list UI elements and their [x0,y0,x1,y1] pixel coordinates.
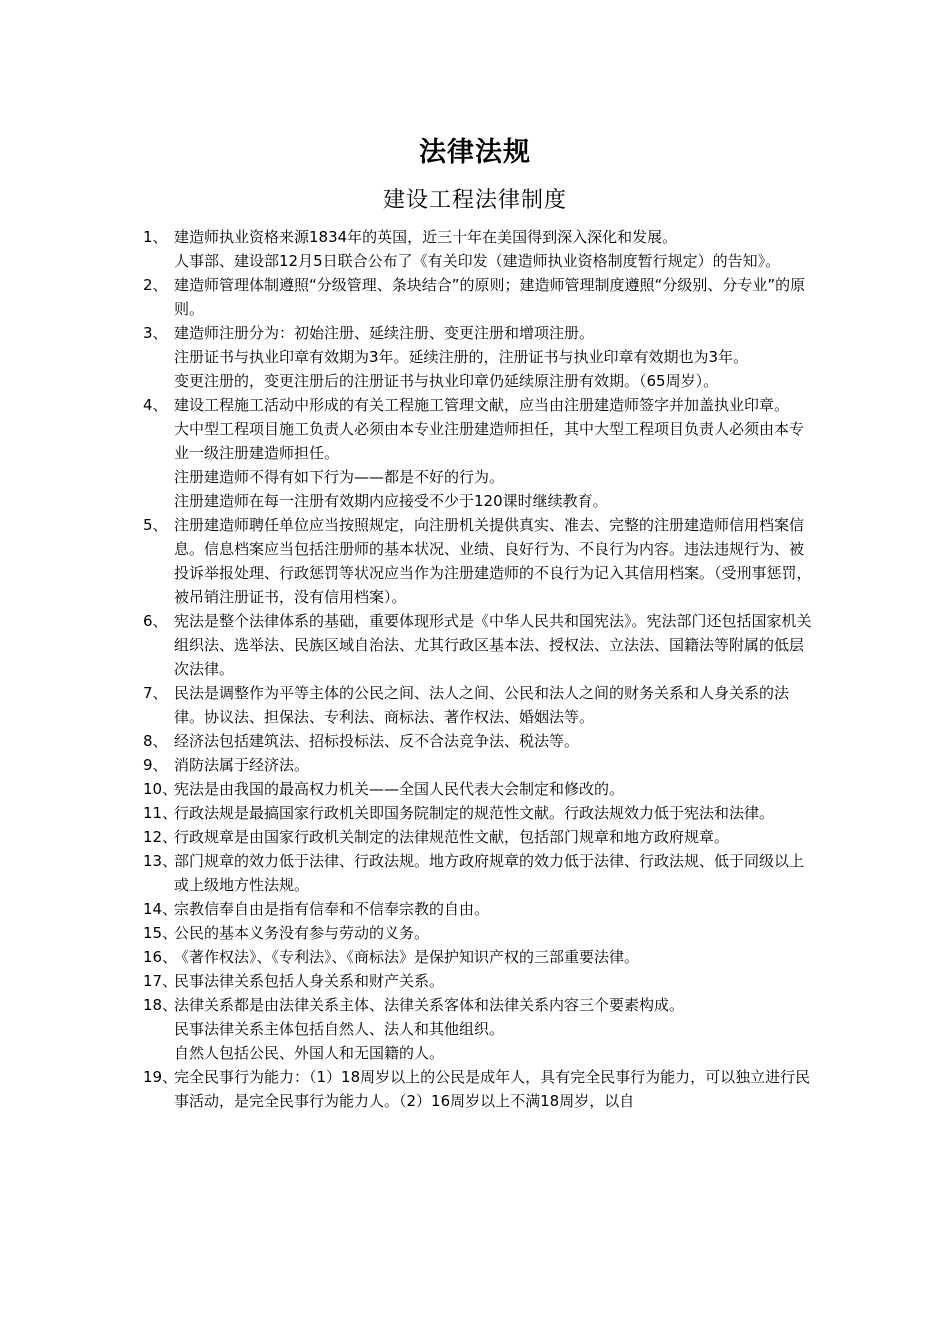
list-item [0,921,950,945]
numbered-list [0,225,950,1113]
list-item-number: 9、 [143,756,168,774]
list-item [0,897,950,921]
list-item-number: 7、 [143,684,168,702]
list-item [0,321,950,393]
list-item-paragraph: 大中型工程项目施工负责人必须由本专业注册建造师担任，其中大型工程项目负责人必须由本专业一级注册建造师担任。 [174,420,805,462]
list-item-paragraph: 注册证书与执业印章有效期为3年。延续注册的，注册证书与执业印章有效期也为3年。 [174,348,749,366]
list-item-paragraph: 公民的基本义务没有参与劳动的义务。 [174,924,430,942]
list-item-number: 6、 [143,612,168,630]
list-item [0,609,950,681]
list-item-paragraph: 宪法是整个法律体系的基础，重要体现形式是《中华人民共和国宪法》。宪法部门还包括国家机关组织法、选举法、民族区域自治法、尤其行政区基本法、授权法、立法法、国籍法等附属的低层次法律。 [174,612,812,678]
list-item-number: 3、 [143,324,168,342]
list-item-paragraph: 自然人包括公民、外国人和无国籍的人。 [174,1044,445,1062]
list-item [0,969,950,993]
list-item [0,945,950,969]
list-item-number: 11、 [143,804,178,822]
list-item-paragraph: 部门规章的效力低于法律、行政法规。地方政府规章的效力低于法律、行政法规、低于同级以上或上级地方性法规。 [174,852,805,894]
list-item-paragraph: 行政规章是由国家行政机关制定的法律规范性文献，包括部门规章和地方政府规章。 [174,828,730,846]
list-item-paragraph: 建造师管理体制遵照“分级管理、条块结合”的原则；建造师管理制度遵照“分级别、分专业”的原则。 [174,276,806,318]
list-item-paragraph: 法律关系都是由法律关系主体、法律关系客体和法律关系内容三个要素构成。 [174,996,685,1014]
list-item-paragraph: 注册建造师不得有如下行为——都是不好的行为。 [174,468,505,486]
document-title: 法律法规 [419,137,531,168]
list-item-paragraph: 变更注册的，变更注册后的注册证书与执业印章仍延续原注册有效期。（65周岁）。 [174,372,719,390]
list-item-paragraph: 建造师注册分为：初始注册、延续注册、变更注册和增项注册。 [174,324,595,342]
list-item [0,777,950,801]
list-item-number: 1、 [143,228,168,246]
list-item-number: 12、 [143,828,178,846]
list-item-paragraph: 消防法属于经济法。 [174,756,310,774]
list-item-number: 18、 [143,996,178,1014]
list-item [0,225,950,273]
list-item-number: 17、 [143,972,178,990]
list-item-paragraph: 民事法律关系主体包括自然人、法人和其他组织。 [174,1020,505,1038]
list-item [0,393,950,513]
list-item [0,849,950,897]
list-item-paragraph: 注册建造师聘任单位应当按照规定，向注册机关提供真实、准去、完整的注册建造师信用档案信息。信息档案应当包括注册师的基本状况、业绩、良好行为、不良行为内容。违法违规行为、被投诉举报处理、行政惩罚等状况应当作为注册建造师的不良行为记入其信用档案。（受刑事惩罚，被吊销注册证书，没有信用档案）。 [174,516,812,606]
document-subtitle: 建设工程法律制度 [382,188,567,213]
list-item-paragraph: 经济法包括建筑法、招标投标法、反不合法竞争法、税法等。 [174,732,580,750]
list-item-paragraph: 建设工程施工活动中形成的有关工程施工管理文献，应当由注册建造师签字并加盖执业印章。 [174,396,790,414]
list-item [0,513,950,609]
list-item-number: 10、 [143,780,178,798]
list-item [0,681,950,729]
list-item-number: 14、 [143,900,178,918]
list-item-paragraph: 民事法律关系包括人身关系和财产关系。 [174,972,445,990]
list-item [0,993,950,1065]
list-item [0,273,950,321]
list-item-paragraph: 宪法是由我国的最高权力机关——全国人民代表大会制定和修改的。 [174,780,625,798]
list-item-number: 2、 [143,276,168,294]
list-item-paragraph: 民法是调整作为平等主体的公民之间、法人之间、公民和法人之间的财务关系和人身关系的法律。协议法、担保法、专利法、商标法、著作权法、婚姻法等。 [174,684,790,726]
list-item-number: 19、 [143,1068,178,1086]
list-item-number: 4、 [143,396,168,414]
list-item [0,801,950,825]
list-item-number: 15、 [143,924,178,942]
list-item-paragraph: 完全民事行为能力：（1）18周岁以上的公民是成年人，具有完全民事行为能力，可以独立进行民事活动，是完全民事行为能力人。（2）16周岁以上不满18周岁，以自 [174,1068,811,1110]
list-item-paragraph: 人事部、建设部12月5日联合公布了《有关印发（建造师执业资格制度暂行规定）的告知》。 [174,252,781,270]
list-item-paragraph: 建造师执业资格来源1834年的英国，近三十年在美国得到深入深化和发展。 [174,228,678,246]
list-item [0,753,950,777]
list-item-paragraph: 行政法规是最搞国家行政机关即国务院制定的规范性文献。行政法规效力低于宪法和法律。 [174,804,775,822]
list-item-number: 13、 [143,852,178,870]
list-item-paragraph: 注册建造师在每一注册有效期内应接受不少于120课时继续教育。 [174,492,608,510]
list-item [0,729,950,753]
list-item-number: 8、 [143,732,168,750]
list-item-number: 5、 [143,516,168,534]
list-item [0,1065,950,1113]
list-item-paragraph: 宗教信奉自由是指有信奉和不信奉宗教的自由。 [174,900,490,918]
list-item-number: 16、 [143,948,178,966]
list-item [0,825,950,849]
list-item-paragraph: 《著作权法》、《专利法》、《商标法》是保护知识产权的三部重要法律。 [174,948,640,966]
